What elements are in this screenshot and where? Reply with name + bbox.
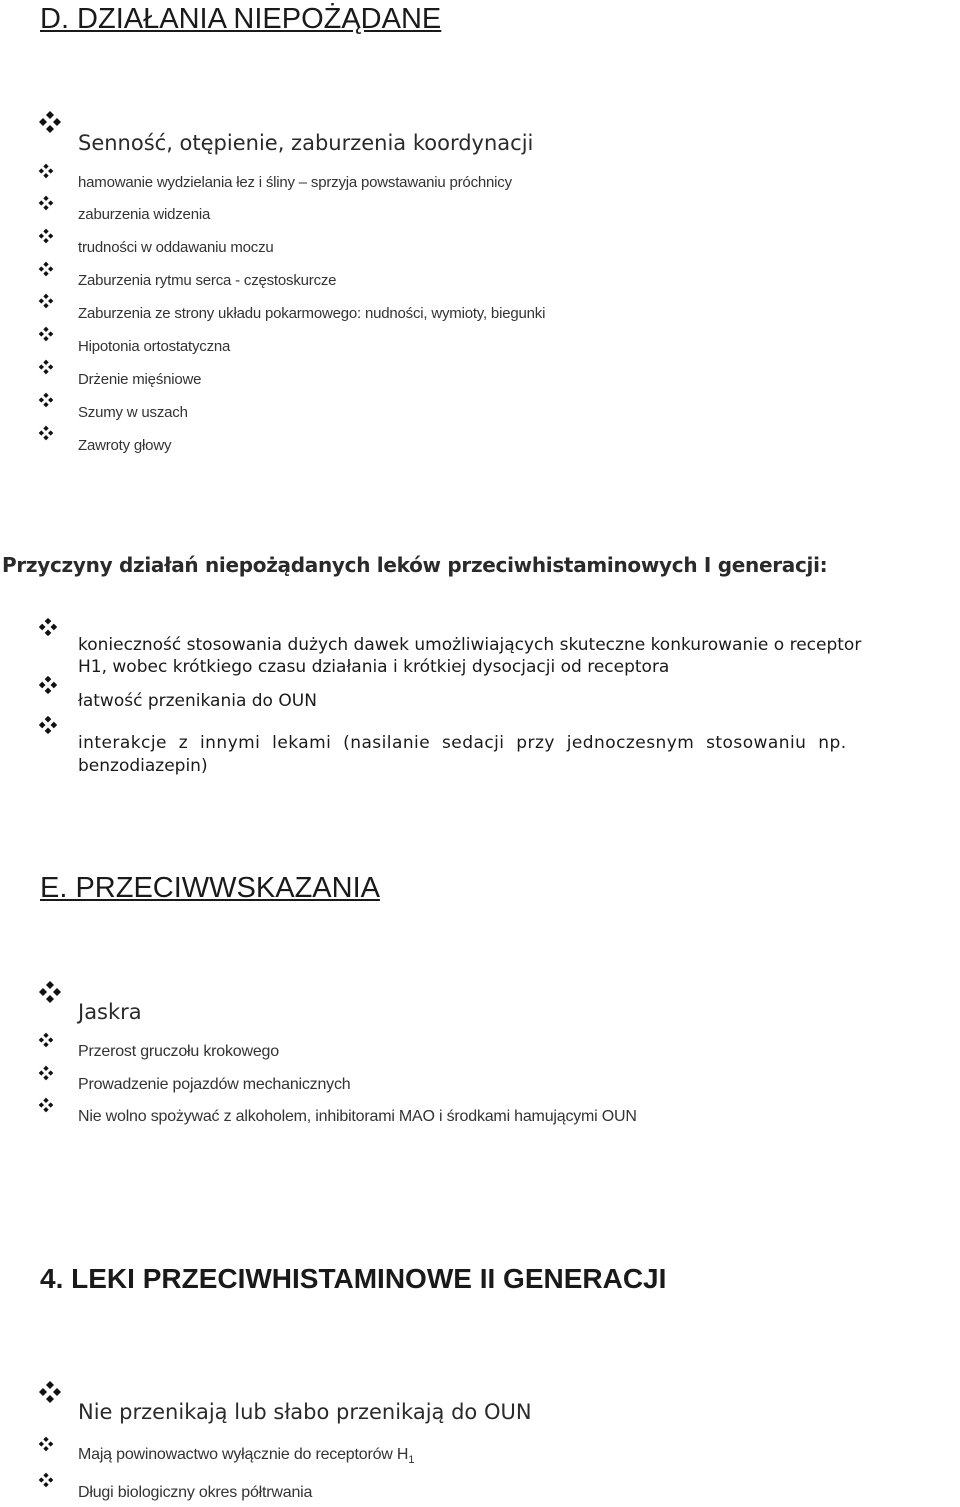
four-diamond-bullet-icon [38,1436,54,1452]
list-item-text: Mają powinowactwo wyłącznie do receptorów H [78,1446,409,1463]
four-diamond-bullet-icon [38,359,54,375]
list-item-line: łatwość przenikania do OUN [78,691,317,711]
list-item: Szumy w uszach [78,404,188,421]
four-diamond-bullet-icon [38,1032,54,1048]
list-item: Senność, otępienie, zaburzenia koordynacji [78,131,534,155]
list-item: Zaburzenia rytmu serca - częstoskurcze [78,272,337,289]
list-item [78,1446,414,1466]
four-diamond-bullet-icon [38,980,62,1004]
list-item: trudności w oddawaniu moczu [78,239,274,256]
section-d-title: D. DZIAŁANIA NIEPOŻĄDANE [40,3,442,35]
list-item: Zaburzenia ze strony układu pokarmowego: nudności, wymioty, biegunki [78,305,546,322]
list-item-line: interakcje z innymi lekami (nasilanie sedacji przy jednoczesnym stosowaniu np. [78,733,847,753]
four-diamond-bullet-icon [38,675,58,695]
list-item: Jaskra [78,1000,142,1024]
subscript: 1 [408,1454,415,1467]
section-4-title: 4. LEKI PRZECIWHISTAMINOWE II GENERACJI [40,1263,667,1294]
four-diamond-bullet-icon [38,293,54,309]
list-item: hamowanie wydzielania łez i śliny – sprzyja powstawaniu próchnicy [78,174,512,191]
four-diamond-bullet-icon [38,110,62,134]
four-diamond-bullet-icon [38,392,54,408]
causes-title: Przyczyny działań niepożądanych leków przeciwhistaminowych I generacji: [2,553,828,577]
list-item: Drżenie mięśniowe [78,371,202,388]
list-item: Długi biologiczny okres półtrwania [78,1484,313,1501]
four-diamond-bullet-icon [38,261,54,277]
list-item: Hipotonia ortostatyczna [78,338,231,355]
four-diamond-bullet-icon [38,617,58,637]
four-diamond-bullet-icon [38,163,54,179]
four-diamond-bullet-icon [38,195,54,211]
section-e-title: E. PRZECIWWSKAZANIA [40,872,380,904]
list-item-line: H1, wobec krótkiego czasu działania i krótkiej dysocjacji od receptora [78,657,670,677]
four-diamond-bullet-icon [38,1472,54,1488]
four-diamond-bullet-icon [38,1065,54,1081]
four-diamond-bullet-icon [38,425,54,441]
four-diamond-bullet-icon [38,715,58,735]
four-diamond-bullet-icon [38,228,54,244]
list-item: Nie wolno spożywać z alkoholem, inhibitorami MAO i środkami hamującymi OUN [78,1108,637,1125]
list-item: Zawroty głowy [78,437,172,454]
list-item: zaburzenia widzenia [78,206,211,223]
list-item: Nie przenikają lub słabo przenikają do OUN [78,1400,532,1424]
list-item: Przerost gruczołu krokowego [78,1043,279,1060]
list-item-line: benzodiazepin) [78,756,208,776]
list-item-line: konieczność stosowania dużych dawek umożliwiających skuteczne konkurowanie o receptor [78,635,862,655]
four-diamond-bullet-icon [38,1380,62,1404]
list-item: Prowadzenie pojazdów mechanicznych [78,1076,351,1093]
four-diamond-bullet-icon [38,1097,54,1113]
four-diamond-bullet-icon [38,326,54,342]
